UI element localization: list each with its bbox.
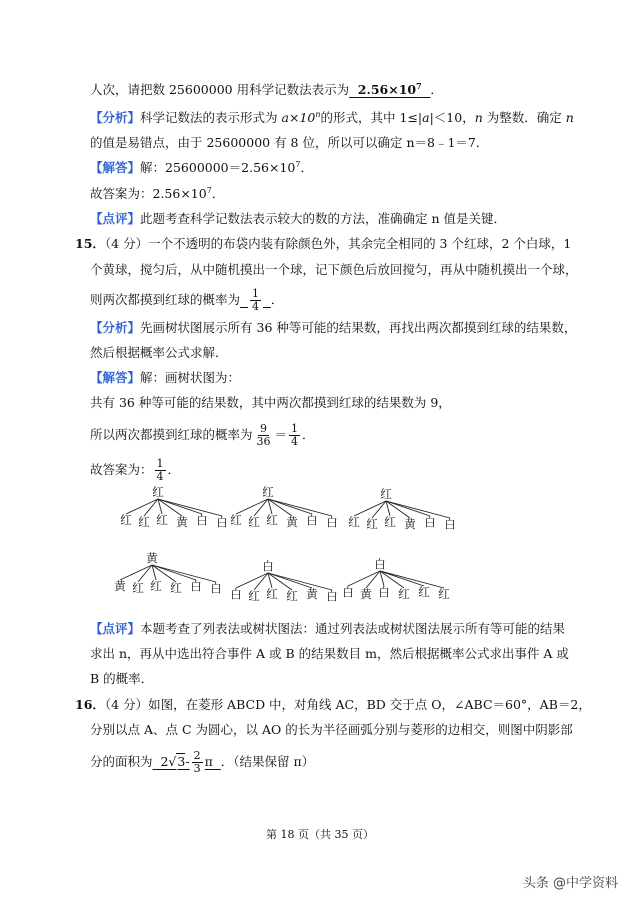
tree-leaf-label: 白 <box>306 513 318 527</box>
tree-leaf-label: 黄 <box>360 587 372 601</box>
text: 此题考查科学记数法表示较大的数的方法，准确确定 n 值是关键． <box>140 211 507 226</box>
text: 科学记数法的表示形式为 <box>140 110 278 125</box>
tree-leaf-label: 红 <box>266 587 278 601</box>
q14-analysis-line1 <box>90 110 574 126</box>
text: （4 分）一个不透明的布袋内装有除颜色外，其余完全相同的 3 个红球，2 个白球，1 <box>104 236 572 251</box>
tree-branch <box>348 571 380 586</box>
q14-analysis-line2: 的值是易错点，由于 25600000 有 8 位，所以可以确定 n＝8﹣1＝7． <box>90 135 489 150</box>
text: 2.56×10 <box>357 82 417 97</box>
tree-leaf-label: 黄 <box>306 587 318 601</box>
q14-answer-line <box>90 186 224 202</box>
exponent: 7 <box>416 80 422 91</box>
tree-leaf-label: 红 <box>286 589 298 603</box>
tree-leaf-label: 红 <box>230 513 242 527</box>
text: ． <box>430 82 443 97</box>
tree-diagram <box>0 484 640 614</box>
q16-line1 <box>75 697 591 713</box>
denominator: 4 <box>291 435 299 448</box>
comment-tag: 【点评】 <box>90 211 141 226</box>
text: ． <box>211 186 225 201</box>
text: ． <box>270 292 284 307</box>
tree-leaf-label: 红 <box>438 587 450 601</box>
text: a <box>422 110 430 125</box>
text: ． <box>302 427 315 442</box>
tree-leaf-label: 白 <box>378 585 390 599</box>
tree-branch <box>268 499 312 514</box>
exponent: n <box>315 109 321 119</box>
tree-leaf-label: 红 <box>348 515 360 529</box>
question-number: 16． <box>75 697 105 712</box>
tree-1 <box>120 485 228 529</box>
denominator: 4 <box>251 300 259 313</box>
text: 为整数．确定 <box>486 110 562 125</box>
text: ．（结果保留 π） <box>220 754 315 769</box>
tree-root-label: 黄 <box>146 551 158 565</box>
q15-analysis-line1 <box>90 320 576 336</box>
watermark: 头条 @中学资料 <box>522 876 618 891</box>
q14-line1 <box>90 82 443 98</box>
q15-line2: 个黄球，搅匀后，从中随机摸出一个球，记下颜色后放回搅匀，再从中随机摸出一个球， <box>90 262 578 277</box>
tree-branch <box>380 571 424 586</box>
q14-comment <box>90 211 506 227</box>
tree-leaf-label: 红 <box>398 587 410 601</box>
text: 所以两次都摸到红球的概率为 <box>90 427 253 442</box>
q14-solution <box>90 160 313 176</box>
text: 人次，请把数 25600000 用科学记数法表示为 <box>90 82 350 97</box>
q15-solution-line1 <box>90 370 240 386</box>
exponent: 7 <box>295 159 301 169</box>
tree-leaf-label: 红 <box>132 581 144 595</box>
tree-leaf-label: 红 <box>150 579 162 593</box>
text: 的形式，其中 1≤| <box>320 110 423 125</box>
tree-leaf-label: 红 <box>138 515 150 529</box>
text: ． <box>300 160 313 175</box>
q15-solution-line3 <box>90 423 315 448</box>
tree-branch <box>268 573 312 588</box>
tree-leaf-label: 白 <box>190 579 202 593</box>
text: 故答案为： <box>90 462 153 477</box>
fraction <box>250 288 261 313</box>
tree-root-label: 白 <box>374 557 386 571</box>
tree-leaf-label: 红 <box>384 515 396 529</box>
tree-branch <box>236 573 268 588</box>
text: ． <box>167 462 181 477</box>
fraction <box>155 458 166 483</box>
tree-leaf-label: 红 <box>170 581 182 595</box>
q16-line3 <box>90 750 314 775</box>
tree-leaf-label: 黄 <box>114 579 126 593</box>
fraction <box>289 423 300 448</box>
q15-comment-line3: B 的概率． <box>90 671 154 686</box>
q15-comment-line1 <box>90 621 565 637</box>
text: 解：25600000＝2.56×10 <box>140 160 296 175</box>
tree-root-label: 白 <box>262 559 274 573</box>
tree-branch <box>152 565 196 580</box>
fraction <box>192 750 203 775</box>
exponent: 7 <box>206 185 212 195</box>
q15-solution-line2: 共有 36 种等可能的结果数，其中两次都摸到红球的结果数为 9， <box>90 395 451 410</box>
tree-leaf-label: 白 <box>444 517 456 531</box>
tree-branch <box>126 499 158 514</box>
tree-leaf-label: 白 <box>342 585 354 599</box>
text: 本题考查了列表法或树状图法：通过列表法或树状图法展示所有等可能的结果 <box>140 621 566 636</box>
numerator: 2 <box>193 749 201 762</box>
tree-leaf-label: 白 <box>196 513 208 527</box>
tree-leaf-label: 白 <box>230 587 242 601</box>
tree-leaf-label: 白 <box>326 589 338 603</box>
q15-line1 <box>75 236 571 252</box>
tree-leaf-label: 白 <box>210 581 222 595</box>
tree-6 <box>342 557 450 601</box>
tree-leaf-label: 红 <box>266 513 278 527</box>
text: 先画树状图展示所有 36 种等可能的结果数，再找出两次都摸到红球的结果数， <box>140 320 577 335</box>
tree-root-label: 红 <box>380 487 392 501</box>
analysis-tag: 【分析】 <box>90 320 141 335</box>
page-number: 第 18 页（共 35 页） <box>266 828 374 841</box>
tree-leaf-label: 白 <box>326 515 338 529</box>
q16-line2: 分别以点 A、点 C 为圆心，以 AO 的长为半径画弧分别与菱形的边相交，则图中阴影部 <box>90 722 573 737</box>
tree-4 <box>114 551 222 595</box>
denominator: 3 <box>193 762 201 775</box>
tree-branch <box>236 499 268 514</box>
text: 分的面积为 <box>90 754 153 769</box>
text: （4 分）如图，在菱形 ABCD 中，对角线 AC，BD 交于点 O，∠ABC＝60°，AB＝2， <box>104 697 591 712</box>
analysis-tag: 【分析】 <box>90 110 141 125</box>
minus-sign: - <box>185 754 190 769</box>
text: 则两次都摸到红球的概率为 <box>90 292 241 307</box>
solution-tag: 【解答】 <box>90 160 141 175</box>
tree-leaf-label: 红 <box>248 589 260 603</box>
equals-sign: ＝ <box>274 427 288 442</box>
q14-answer <box>349 82 430 97</box>
denominator: 4 <box>156 470 164 483</box>
tree-leaf-label: 黄 <box>176 515 188 529</box>
solution-tag: 【解答】 <box>90 370 141 385</box>
tree-leaf-label: 红 <box>120 513 132 527</box>
coefficient: 2 <box>160 754 169 769</box>
numerator: 9 <box>260 422 268 435</box>
tree-branch <box>120 565 152 580</box>
tree-branch <box>354 501 386 516</box>
tree-root-label: 红 <box>262 485 274 499</box>
q15-line3 <box>90 288 283 313</box>
q16-answer: 2√3- $\frac{2}{3}$ π <box>160 749 213 775</box>
comment-tag: 【点评】 <box>90 621 141 636</box>
tree-branch <box>386 501 430 516</box>
text: 故答案为：2.56×10 <box>90 186 207 201</box>
tree-leaf-label: 红 <box>418 585 430 599</box>
q15-comment-line2: 求出 n，再从中选出符合事件 A 或 B 的结果数目 m，然后根据概率公式求出事件 A 或 <box>90 646 569 661</box>
numerator: 1 <box>156 457 164 470</box>
tree-5 <box>230 559 338 603</box>
tree-leaf-label: 红 <box>156 513 168 527</box>
numerator: 1 <box>291 422 299 435</box>
tree-branch <box>158 499 202 514</box>
fraction <box>255 423 273 448</box>
tree-2 <box>230 485 338 529</box>
tree-root-label: 红 <box>152 485 164 499</box>
radicand: 3 <box>177 754 186 769</box>
text: |＜10， <box>429 110 475 125</box>
question-number: 15． <box>75 236 105 251</box>
numerator: 1 <box>251 287 259 300</box>
q15-answer-line <box>90 458 180 483</box>
text: n <box>565 110 574 125</box>
denominator: 36 <box>256 435 271 448</box>
tree-leaf-label: 黄 <box>404 517 416 531</box>
tree-leaf-label: 红 <box>248 515 260 529</box>
tree-leaf-label: 红 <box>366 517 378 531</box>
tree-3 <box>348 487 456 531</box>
tree-leaf-label: 黄 <box>286 515 298 529</box>
pi-symbol: π <box>204 754 213 769</box>
q15-answer <box>240 287 271 313</box>
q15-analysis-line2: 然后根据概率公式求解． <box>90 345 228 360</box>
text: 解：画树状图为： <box>140 370 241 385</box>
tree-leaf-label: 白 <box>216 515 228 529</box>
text: a×10 <box>281 110 316 125</box>
tree-leaf-label: 白 <box>424 515 436 529</box>
text: n <box>474 110 483 125</box>
